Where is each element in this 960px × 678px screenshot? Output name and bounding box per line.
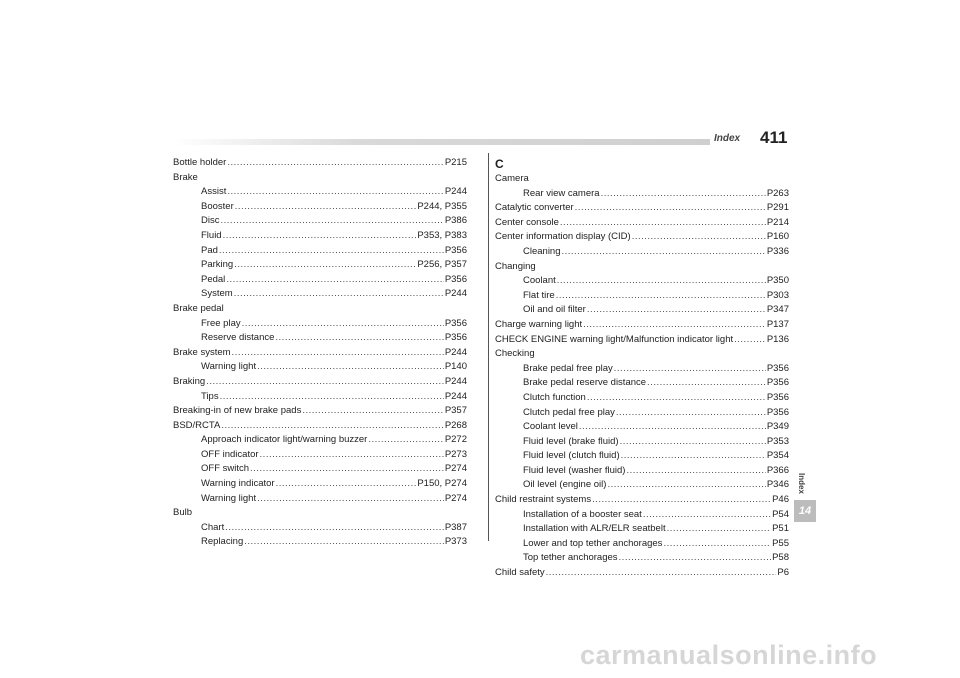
leader-dots	[587, 303, 766, 318]
index-entry[interactable]	[173, 375, 467, 390]
entry-text: Lower and top tether anchorages	[523, 537, 663, 549]
leader-dots	[592, 493, 771, 508]
leader-dots	[227, 156, 443, 171]
index-letter-heading: C	[495, 157, 504, 171]
entry-text: BSD/RCTA	[173, 419, 221, 431]
index-subentry[interactable]	[173, 360, 467, 375]
entry-text: Coolant level	[523, 421, 578, 433]
entry-text: Installation of a booster seat	[523, 508, 642, 520]
index-subentry[interactable]	[173, 521, 467, 536]
index-subentry[interactable]	[495, 478, 789, 493]
index-subentry[interactable]	[495, 187, 789, 202]
entry-text: Fluid level (clutch fluid)	[523, 450, 620, 462]
entry-text: Brake	[173, 171, 198, 183]
page-reference[interactable]: P137	[766, 318, 789, 330]
index-subentry[interactable]	[495, 464, 789, 479]
index-subentry[interactable]	[173, 331, 467, 346]
leader-dots	[663, 537, 771, 552]
entry-text: Warning light	[201, 361, 257, 373]
leader-dots	[368, 433, 443, 448]
page-reference[interactable]: P274	[444, 463, 467, 475]
leader-dots	[632, 230, 766, 245]
entry-text: OFF switch	[201, 463, 250, 475]
entry-text: Replacing	[201, 536, 244, 548]
page-reference[interactable]: P214	[766, 216, 789, 228]
entry-text: Installation with ALR/ELR seatbelt	[523, 523, 666, 535]
index-entry[interactable]	[495, 216, 789, 231]
leader-dots	[220, 390, 444, 405]
leader-dots	[587, 391, 766, 406]
section-header-label: Index	[714, 133, 741, 144]
entry-text: Fluid level (washer fluid)	[523, 464, 626, 476]
index-subentry[interactable]	[173, 258, 467, 273]
index-entry[interactable]	[495, 493, 789, 508]
page-reference[interactable]: P387	[444, 521, 467, 533]
leader-dots	[257, 360, 444, 375]
leader-dots	[232, 346, 444, 361]
page-reference[interactable]: P357	[444, 405, 467, 417]
page-reference[interactable]: P350	[766, 275, 789, 287]
leader-dots	[579, 420, 766, 435]
index-subentry[interactable]	[173, 214, 467, 229]
entry-text: Top tether anchorages	[523, 552, 618, 564]
entry-text: Oil and oil filter	[523, 304, 586, 316]
entry-text: Catalytic converter	[495, 202, 574, 214]
page-reference[interactable]: P336	[766, 245, 789, 257]
entry-text: Booster	[201, 200, 234, 212]
leader-dots	[616, 406, 766, 421]
page-number: 411	[760, 128, 788, 147]
leader-dots	[601, 187, 766, 202]
leader-dots	[734, 333, 766, 348]
entry-text: Warning light	[201, 492, 257, 504]
entry-text: Disc	[201, 215, 220, 227]
index-subentry[interactable]	[495, 449, 789, 464]
page-reference[interactable]: P244	[444, 288, 467, 300]
entry-text: Child safety	[495, 567, 545, 579]
leader-dots	[546, 566, 777, 581]
index-entry	[495, 347, 789, 362]
entry-text: Pedal	[201, 273, 226, 285]
entry-text: Pad	[201, 244, 218, 256]
index-entry[interactable]	[173, 419, 467, 434]
page-reference[interactable]: P373	[444, 536, 467, 548]
index-entry[interactable]	[495, 230, 789, 245]
entry-text: Breaking-in of new brake pads	[173, 405, 302, 417]
index-subentry[interactable]	[173, 477, 467, 492]
index-subentry[interactable]	[173, 244, 467, 259]
leader-dots	[221, 419, 443, 434]
leader-dots	[583, 318, 766, 333]
page-reference[interactable]: P303	[766, 289, 789, 301]
entry-text: Brake pedal free play	[523, 362, 613, 374]
page-reference[interactable]: P272	[444, 434, 467, 446]
page-reference[interactable]: P6	[777, 567, 789, 579]
leader-dots	[621, 449, 766, 464]
entry-text: Chart	[201, 521, 225, 533]
index-subentry[interactable]	[495, 435, 789, 450]
page-reference[interactable]: P273	[444, 448, 467, 460]
side-tab-label: Index	[797, 473, 806, 494]
page-reference[interactable]: P386	[444, 215, 467, 227]
index-subentry[interactable]	[173, 185, 467, 200]
leader-dots	[643, 508, 771, 523]
header-rule	[172, 139, 710, 145]
leader-dots	[607, 478, 765, 493]
entry-text: Brake pedal	[173, 302, 224, 314]
page-reference[interactable]: P356	[444, 332, 467, 344]
watermark: carmanualsonline.info	[580, 640, 878, 670]
index-entry[interactable]	[173, 404, 467, 419]
leader-dots	[626, 464, 765, 479]
leader-dots	[276, 477, 417, 492]
index-entry	[173, 506, 467, 521]
leader-dots	[250, 462, 444, 477]
page-reference[interactable]: P349	[766, 421, 789, 433]
entry-text: Changing	[495, 260, 536, 272]
leader-dots	[260, 448, 444, 463]
leader-dots	[575, 201, 766, 216]
index-subentry[interactable]	[495, 391, 789, 406]
page-reference[interactable]: P354	[766, 450, 789, 462]
leader-dots	[220, 214, 443, 229]
entry-text: Center information display (CID)	[495, 231, 631, 243]
leader-dots	[244, 535, 444, 550]
page-reference[interactable]: P54	[772, 508, 789, 520]
page-reference[interactable]: P356	[444, 317, 467, 329]
index-subentry[interactable]	[173, 229, 467, 244]
page-reference[interactable]: P356	[766, 391, 789, 403]
index-entry[interactable]	[173, 346, 467, 361]
page-reference[interactable]: P150, P274	[417, 478, 467, 490]
entry-text: Cleaning	[523, 245, 561, 257]
leader-dots	[557, 274, 766, 289]
entry-text: Child restraint systems	[495, 494, 592, 506]
entry-text: Rear view camera	[523, 187, 600, 199]
entry-text: Approach indicator light/warning buzzer	[201, 434, 368, 446]
entry-text: Coolant	[523, 275, 556, 287]
index-subentry[interactable]	[173, 448, 467, 463]
index-subentry[interactable]	[495, 551, 789, 566]
index-subentry[interactable]	[495, 376, 789, 391]
index-entry	[173, 171, 467, 186]
entry-text: Free play	[201, 317, 241, 329]
index-column-left	[173, 156, 467, 550]
entry-text: Flat tire	[523, 289, 555, 301]
leader-dots	[226, 273, 444, 288]
index-subentry[interactable]	[173, 492, 467, 507]
page-reference[interactable]: P356	[766, 362, 789, 374]
entry-text: Bulb	[173, 507, 193, 519]
page-reference[interactable]: P244	[444, 186, 467, 198]
leader-dots	[620, 435, 766, 450]
entry-text: System	[201, 288, 233, 300]
page-reference[interactable]: P256, P357	[417, 259, 467, 271]
leader-dots	[560, 216, 766, 231]
page-reference[interactable]: P356	[766, 377, 789, 389]
entry-text: Brake pedal reserve distance	[523, 377, 647, 389]
page-reference[interactable]: P263	[766, 187, 789, 199]
page-reference[interactable]: P356	[766, 406, 789, 418]
leader-dots	[223, 229, 417, 244]
page-reference[interactable]: P268	[444, 419, 467, 431]
page-reference[interactable]: P353, P383	[417, 229, 467, 241]
page-reference[interactable]: P58	[772, 552, 789, 564]
entry-text: Fluid	[201, 229, 222, 241]
index-subentry[interactable]	[173, 462, 467, 477]
leader-dots	[235, 200, 417, 215]
leader-dots	[302, 404, 443, 419]
entry-text: Clutch function	[523, 391, 586, 403]
leader-dots	[614, 362, 766, 377]
column-divider	[488, 153, 489, 541]
index-subentry[interactable]	[173, 200, 467, 215]
page-reference[interactable]: P55	[772, 537, 789, 549]
page-reference[interactable]: P244	[444, 390, 467, 402]
entry-text: Bottle holder	[173, 157, 227, 168]
entry-text: Reserve distance	[201, 332, 275, 344]
index-subentry[interactable]	[173, 433, 467, 448]
leader-dots	[219, 244, 444, 259]
entry-text: Brake system	[173, 346, 231, 358]
entry-text: Checking	[495, 348, 535, 360]
index-subentry[interactable]	[173, 273, 467, 288]
page-reference[interactable]: P51	[772, 523, 789, 535]
index-subentry[interactable]	[495, 406, 789, 421]
page-reference[interactable]: P356	[444, 244, 467, 256]
page-reference[interactable]: P353	[766, 435, 789, 447]
entry-text: Charge warning light	[495, 318, 583, 330]
leader-dots	[234, 287, 444, 302]
index-entry	[173, 302, 467, 317]
index-subentry[interactable]	[495, 508, 789, 523]
entry-text: Fluid level (brake fluid)	[523, 435, 619, 447]
index-subentry[interactable]	[173, 287, 467, 302]
entry-text: Warning indicator	[201, 478, 275, 490]
index-entries-c	[495, 172, 789, 581]
chapter-tab[interactable]: 14	[794, 500, 816, 522]
entry-text: Oil level (engine oil)	[523, 479, 607, 491]
index-entry	[495, 172, 789, 187]
leader-dots	[556, 289, 766, 304]
entry-text: Braking	[173, 375, 206, 387]
page-reference[interactable]: P140	[444, 361, 467, 373]
entry-text: OFF indicator	[201, 448, 259, 460]
entry-text: Tips	[201, 390, 219, 402]
page-reference[interactable]: P136	[766, 333, 789, 345]
index-subentry[interactable]	[495, 522, 789, 537]
leader-dots	[225, 521, 444, 536]
page-reference[interactable]: P244, P355	[417, 200, 467, 212]
index-subentry[interactable]	[173, 317, 467, 332]
entry-text: Center console	[495, 216, 559, 228]
leader-dots	[562, 245, 766, 260]
page-reference[interactable]: P244	[444, 346, 467, 358]
index-subentry[interactable]	[495, 289, 789, 304]
leader-dots	[227, 185, 443, 200]
leader-dots	[242, 317, 444, 332]
entry-text: Assist	[201, 186, 227, 198]
page-reference[interactable]: P347	[766, 304, 789, 316]
index-entry[interactable]	[495, 201, 789, 216]
leader-dots	[257, 492, 444, 507]
page-reference[interactable]: P366	[766, 464, 789, 476]
index-entry[interactable]	[495, 566, 789, 581]
index-entry[interactable]	[495, 333, 789, 348]
index-subentry[interactable]	[495, 245, 789, 260]
leader-dots	[647, 376, 766, 391]
leader-dots	[619, 551, 772, 566]
index-column-right	[495, 156, 789, 581]
index-subentry[interactable]	[495, 537, 789, 552]
page-reference[interactable]: P46	[772, 494, 789, 506]
index-entry	[495, 260, 789, 275]
index-subentry[interactable]	[173, 390, 467, 405]
index-entry[interactable]	[173, 156, 467, 171]
page-reference[interactable]: P356	[444, 273, 467, 285]
leader-dots	[275, 331, 443, 346]
index-entry[interactable]	[495, 318, 789, 333]
index-subentry[interactable]	[495, 274, 789, 289]
page-reference[interactable]: P215	[444, 157, 467, 168]
index-subentry[interactable]	[495, 362, 789, 377]
entry-text: Clutch pedal free play	[523, 406, 615, 418]
entry-text: Camera	[495, 173, 529, 184]
leader-dots	[234, 258, 416, 273]
page-reference[interactable]: P244	[444, 375, 467, 387]
entry-text: Parking	[201, 259, 234, 271]
page-reference[interactable]: P160	[766, 231, 789, 243]
page-reference[interactable]: P346	[766, 479, 789, 491]
leader-dots	[667, 522, 772, 537]
index-subentry[interactable]	[173, 535, 467, 550]
page-reference[interactable]: P291	[766, 202, 789, 214]
entry-text: CHECK ENGINE warning light/Malfunction indicator light	[495, 333, 734, 345]
page-reference[interactable]: P274	[444, 492, 467, 504]
leader-dots	[206, 375, 444, 390]
index-subentry[interactable]	[495, 303, 789, 318]
index-subentry[interactable]	[495, 420, 789, 435]
